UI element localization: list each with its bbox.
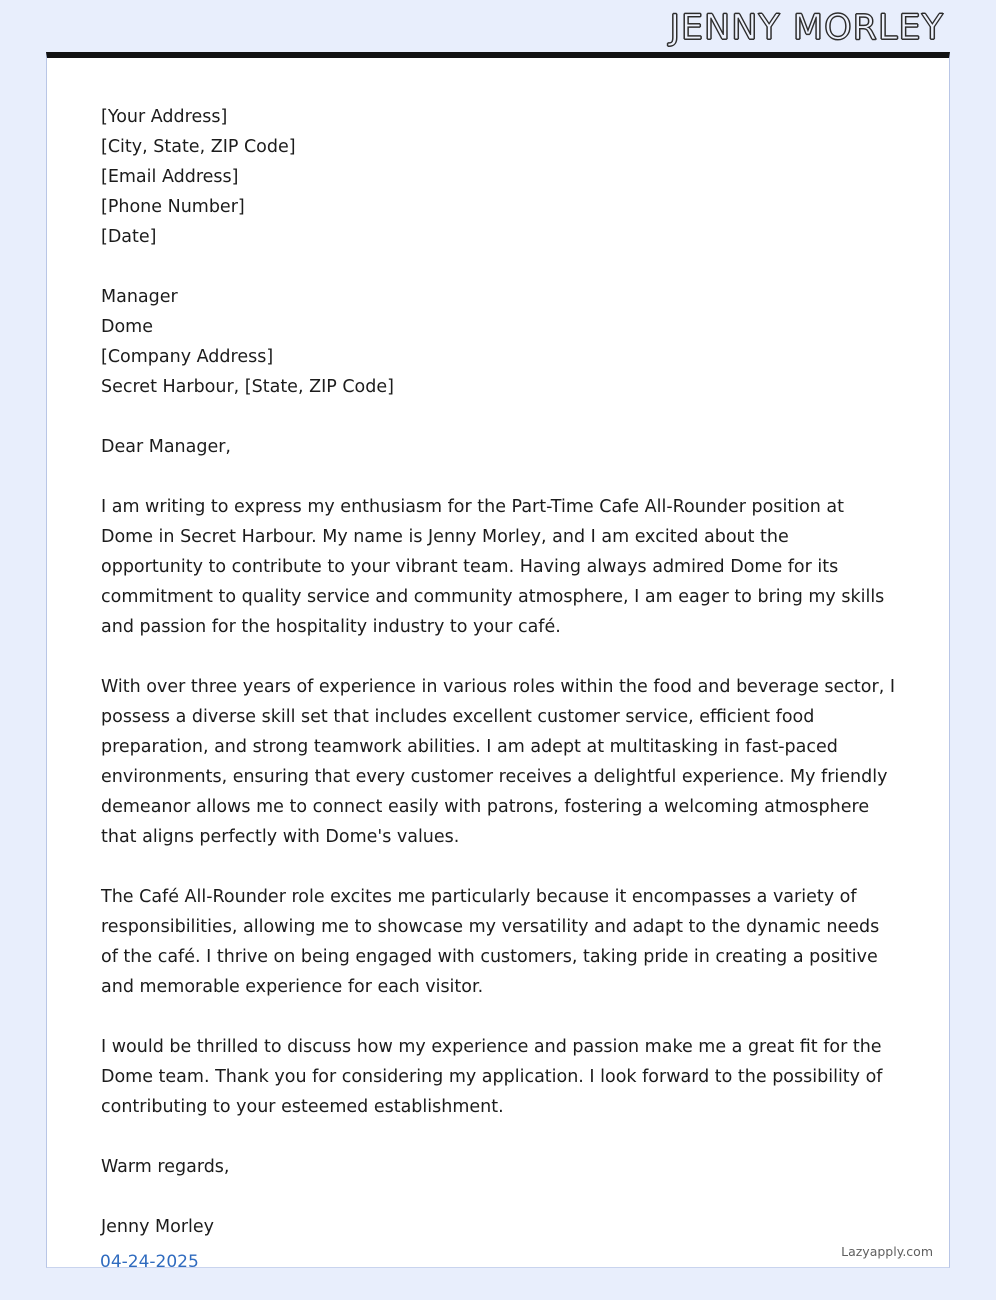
letter-paragraph: I am writing to express my enthusiasm for the Part-Time Cafe All-Rounder position at Dome in Secret Harbour. My name is Jenny Morley, and I am excited about the opportunity to contribute to your vibrant team. Having always admired Dome for its commitment to quality service and community atmosphere, I am eager to bring my skills and passion for the hospitality industry to your café. bbox=[101, 497, 885, 637]
sender-line: [Phone Number] bbox=[101, 197, 245, 217]
document-header bbox=[0, 0, 996, 56]
date-stamp: 04-24-2025 bbox=[100, 1252, 199, 1272]
sender-line: [City, State, ZIP Code] bbox=[101, 137, 296, 157]
brand-watermark: Lazyapply.com bbox=[841, 1244, 933, 1259]
recipient-line: Dome bbox=[101, 317, 153, 337]
header-applicant-name: JENNY MORLEY bbox=[669, 8, 944, 48]
recipient-line: Manager bbox=[101, 287, 178, 307]
letter-sheet bbox=[46, 52, 950, 1268]
sender-line: [Date] bbox=[101, 227, 157, 247]
closing: Warm regards, bbox=[101, 1157, 230, 1177]
recipient-line: [Company Address] bbox=[101, 347, 274, 367]
sender-line: [Your Address] bbox=[101, 107, 228, 127]
letter-body bbox=[47, 58, 949, 1242]
recipient-address-block bbox=[101, 282, 895, 402]
letter-paragraph: With over three years of experience in various roles within the food and beverage sector, I possess a diverse skill set that includes excellent customer service, efficient food preparation, and strong teamwork abilities. I am adept at multitasking in fast-paced environments, ensuring that every customer receives a delightful experience. My friendly demeanor allows me to connect easily with patrons, fostering a welcoming atmosphere that aligns perfectly with Dome's values. bbox=[101, 677, 895, 847]
letter-paragraph: I would be thrilled to discuss how my experience and passion make me a great fit for the Dome team. Thank you for considering my application. I look forward to the possibility of contributing to your esteemed establishment. bbox=[101, 1037, 883, 1117]
sender-address-block bbox=[101, 102, 895, 252]
signature-name: Jenny Morley bbox=[101, 1217, 215, 1237]
letter-paragraph: The Café All-Rounder role excites me particularly because it encompasses a variety of responsibilities, allowing me to showcase my versatility and adapt to the dynamic needs of the café. I thrive on being engaged with customers, taking pride in creating a positive and memorable experience for each visitor. bbox=[101, 887, 880, 997]
recipient-line: Secret Harbour, [State, ZIP Code] bbox=[101, 377, 394, 397]
sender-line: [Email Address] bbox=[101, 167, 239, 187]
salutation: Dear Manager, bbox=[101, 437, 231, 457]
